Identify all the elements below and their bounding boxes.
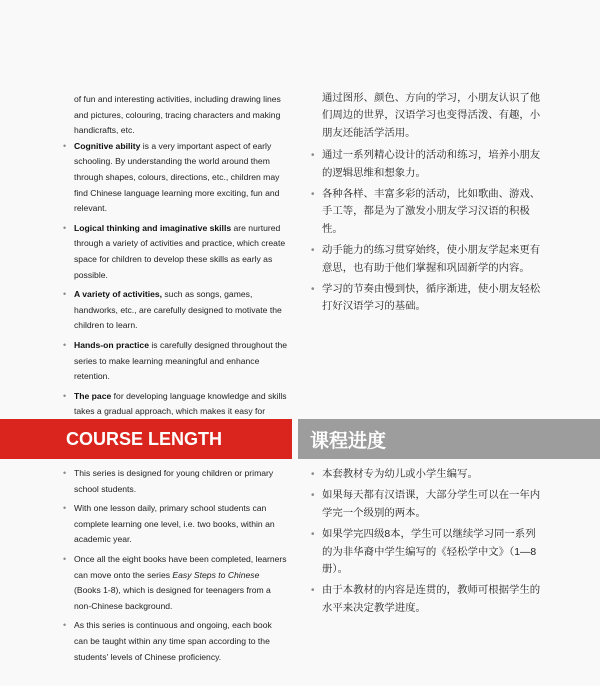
list-item: • As this series is continuous and ongoing, each book can be taught within any time span according to the students' levels of Chinese proficiency. — [63, 620, 272, 662]
course-length-english-column — [62, 466, 288, 669]
list-item: • 由于本教材的内容是连贯的，教师可根据学生的水平来决定教学进度。 — [310, 582, 542, 617]
list-item: • With one lesson daily, primary school students can complete learning one level, i.e. two books, within an academic year. — [63, 503, 275, 545]
list-item: • Hands-on practice is carefully designed throughout the series to make learning meaningful and enhance retention. — [63, 339, 288, 382]
bullet-icon: • — [311, 469, 315, 480]
continuation-paragraph: 通过图形、颜色、方向的学习，小朋友认识了他们周边的世界，汉语学习也变得活泼、有趣，小朋友还能活学活用。 — [322, 93, 541, 139]
list-item: • 各种各样、丰富多彩的活动，比如歌曲、游戏、手工等，都是为了激发小朋友学习汉语的积极性。 — [310, 186, 542, 238]
section-title-english: COURSE LENGTH — [66, 428, 223, 449]
bullet-icon: • — [63, 620, 67, 631]
series-title: Easy Steps to Chinese — [172, 569, 260, 580]
bullet-icon: • — [63, 468, 67, 478]
bullet-icon: • — [63, 289, 67, 300]
intro-chinese-column — [310, 90, 542, 320]
list-item: • This series is designed for young children or primary school students. — [63, 468, 274, 494]
bullet-icon: • — [311, 529, 315, 541]
bullet-icon: • — [311, 189, 315, 201]
bullet-icon: • — [63, 390, 67, 401]
features-list-english — [62, 139, 288, 436]
bullet-icon: • — [63, 140, 67, 151]
bullet-icon: • — [311, 284, 315, 296]
list-item: • Cognitive ability is a very important aspect of early schooling. By understanding the world around them through shapes, colours, directions, etc., children may find Chinese language learning more exciting, fun and relevant. — [63, 140, 280, 214]
course-progress-chinese-column — [310, 466, 542, 621]
features-list-chinese — [310, 147, 542, 316]
list-item: • 学习的节奏由慢到快，循序渐进，使小朋友轻松打好汉语学习的基础。 — [310, 281, 542, 316]
course-progress-heading — [298, 419, 600, 459]
list-item: • 通过一系列精心设计的活动和练习，培养小朋友的逻辑思维和想象力。 — [310, 147, 542, 182]
intro-english-column — [62, 92, 288, 439]
list-item: • Once all the eight books have been completed, learners can move onto the series Easy Steps to Chinese (Books 1-8), which is designed for teenagers from a non-Chinese background. — [63, 553, 287, 611]
course-length-heading — [0, 419, 292, 459]
course-length-list-english — [62, 466, 288, 665]
list-item: • Logical thinking and imaginative skills are nurtured through a variety of activities and practice, which create space for children to develop these skills as early as possible. — [63, 222, 286, 280]
list-item: • 动手能力的练习贯穿始终，使小朋友学起来更有意思，也有助于他们掌握和巩固新学的内容。 — [310, 242, 542, 277]
section-title-chinese: 课程进度 — [310, 430, 387, 452]
bullet-icon: • — [63, 503, 67, 514]
bullet-icon: • — [63, 339, 67, 350]
bullet-icon: • — [63, 553, 67, 564]
bullet-icon: • — [311, 150, 315, 162]
list-item: • A variety of activities, such as songs, games, handworks, etc., are carefully designed to motivate the children to learn. — [63, 289, 282, 331]
bullet-icon: • — [311, 245, 315, 257]
list-item: • 如果学完四级8本，学生可以继续学习同一系列的为非华裔中学生编写的《轻松学中文》（1—8册）。 — [310, 526, 542, 578]
bullet-icon: • — [311, 490, 315, 502]
bullet-icon: • — [63, 222, 67, 233]
list-item: • 本套教材专为幼儿或小学生编写。 — [310, 466, 542, 483]
bullet-icon: • — [311, 585, 315, 597]
list-item: • 如果每天都有汉语课，大部分学生可以在一年内学完一个级别的两本。 — [310, 487, 542, 522]
list-item: • The pace for developing language knowledge and skills takes a gradual approach, which makes it easy for — [63, 390, 287, 417]
continuation-paragraph: of fun and interesting activities, including drawing lines and pictures, colouring, tracing characters and making handicrafts, etc. — [74, 94, 281, 136]
course-progress-list-chinese — [310, 466, 542, 617]
